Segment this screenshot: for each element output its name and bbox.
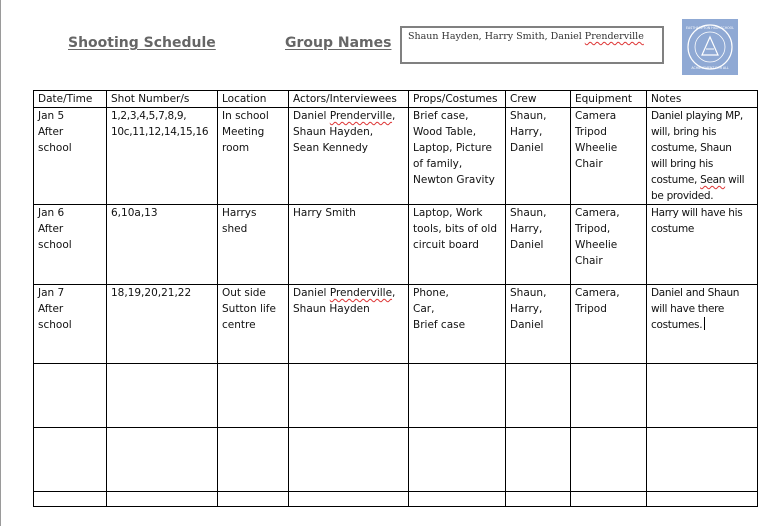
cell-shots[interactable]: 18,19,20,21,22	[107, 285, 218, 364]
cell-equipment[interactable]: Camera Tripod Wheelie Chair	[571, 108, 647, 205]
group-names-misspelled-word: Prenderville	[584, 31, 644, 42]
cell-empty[interactable]	[34, 364, 107, 428]
cell-empty[interactable]	[647, 492, 758, 507]
cell-empty[interactable]	[289, 364, 409, 428]
cell-actors[interactable]: Daniel Prenderville, Shaun Hayden	[289, 285, 409, 364]
logo-ring-text: EASTHAMPTON HIGH SCHOOL	[686, 26, 734, 30]
document-title: Shooting Schedule	[68, 35, 216, 51]
logo-motto-text: ACHIEVEMENT FOR ALL	[691, 66, 729, 70]
cell-location[interactable]: Out side Sutton life centre	[218, 285, 289, 364]
cell-crew[interactable]: Shaun, Harry, Daniel	[506, 285, 571, 364]
misspelled-word: Prenderville	[329, 287, 393, 299]
header-props: Props/Costumes	[409, 91, 506, 108]
cell-shots[interactable]: 6,10a,13	[107, 205, 218, 285]
table-row-empty	[34, 492, 758, 507]
cell-location[interactable]: Harrys shed	[218, 205, 289, 285]
cell-empty[interactable]	[409, 364, 506, 428]
cell-actors[interactable]: Harry Smith	[289, 205, 409, 285]
school-logo-icon	[682, 19, 738, 75]
cell-empty[interactable]	[218, 364, 289, 428]
cell-empty[interactable]	[506, 364, 571, 428]
cell-empty[interactable]	[218, 492, 289, 507]
cell-notes[interactable]: Harry will have his costume	[647, 205, 758, 285]
misspelled-word: Sean	[700, 174, 726, 186]
page-edge	[0, 0, 1, 526]
cell-crew[interactable]: Shaun, Harry, Daniel	[506, 205, 571, 285]
cell-empty[interactable]	[571, 428, 647, 492]
cell-empty[interactable]	[289, 492, 409, 507]
cell-shots[interactable]: 1,2,3,4,5,7,8,9, 10c,11,12,14,15,16	[107, 108, 218, 205]
cell-actors[interactable]: Daniel Prenderville, Shaun Hayden, Sean Kennedy	[289, 108, 409, 205]
cell-empty[interactable]	[218, 428, 289, 492]
cell-empty[interactable]	[571, 492, 647, 507]
cell-empty[interactable]	[107, 428, 218, 492]
cell-notes[interactable]: Daniel and Shaun will have there costumes.	[647, 285, 758, 364]
cell-empty[interactable]	[409, 428, 506, 492]
cell-empty[interactable]	[647, 428, 758, 492]
cell-empty[interactable]	[571, 364, 647, 428]
table-row	[34, 108, 758, 205]
header-shot-number: Shot Number/s	[107, 91, 218, 108]
cell-date[interactable]: Jan 5 After school	[34, 108, 107, 205]
cell-date[interactable]: Jan 6 After school	[34, 205, 107, 285]
header-date-time: Date/Time	[34, 91, 107, 108]
cell-empty[interactable]	[107, 492, 218, 507]
cell-empty[interactable]	[107, 364, 218, 428]
cell-props[interactable]: Laptop, Work tools, bits of old circuit board	[409, 205, 506, 285]
header-notes: Notes	[647, 91, 758, 108]
table-row	[34, 285, 758, 364]
cell-empty[interactable]	[289, 428, 409, 492]
cell-crew[interactable]: Shaun, Harry, Daniel	[506, 108, 571, 205]
cell-empty[interactable]	[647, 364, 758, 428]
table-row	[34, 205, 758, 285]
header-equipment: Equipment	[571, 91, 647, 108]
table-row-empty	[34, 364, 758, 428]
cell-empty[interactable]	[34, 428, 107, 492]
cell-equipment[interactable]: Camera, Tripod, Wheelie Chair	[571, 205, 647, 285]
cell-empty[interactable]	[409, 492, 506, 507]
text-cursor	[704, 317, 705, 330]
cell-empty[interactable]	[506, 492, 571, 507]
cell-notes[interactable]: Daniel playing MP, will, bring his costume, Shaun will bring his costume, Sean will be provided.	[647, 108, 758, 205]
cell-props[interactable]: Phone, Car, Brief case	[409, 285, 506, 364]
group-names-textbox[interactable]	[400, 26, 664, 64]
cell-props[interactable]: Brief case, Wood Table, Laptop, Picture of family, Newton Gravity	[409, 108, 506, 205]
header-location: Location	[218, 91, 289, 108]
shooting-schedule-table	[33, 90, 758, 507]
misspelled-word: Prenderville	[329, 110, 393, 122]
group-names-text: Shaun Hayden, Harry Smith, Daniel	[408, 31, 585, 42]
cell-empty[interactable]	[506, 428, 571, 492]
cell-equipment[interactable]: Camera, Tripod	[571, 285, 647, 364]
table-header-row	[34, 91, 758, 108]
header-actors: Actors/Interviewees	[289, 91, 409, 108]
cell-date[interactable]: Jan 7 After school	[34, 285, 107, 364]
cell-empty[interactable]	[34, 492, 107, 507]
group-names-label: Group Names	[285, 35, 392, 51]
cell-location[interactable]: In school Meeting room	[218, 108, 289, 205]
header-crew: Crew	[506, 91, 571, 108]
table-row-empty	[34, 428, 758, 492]
